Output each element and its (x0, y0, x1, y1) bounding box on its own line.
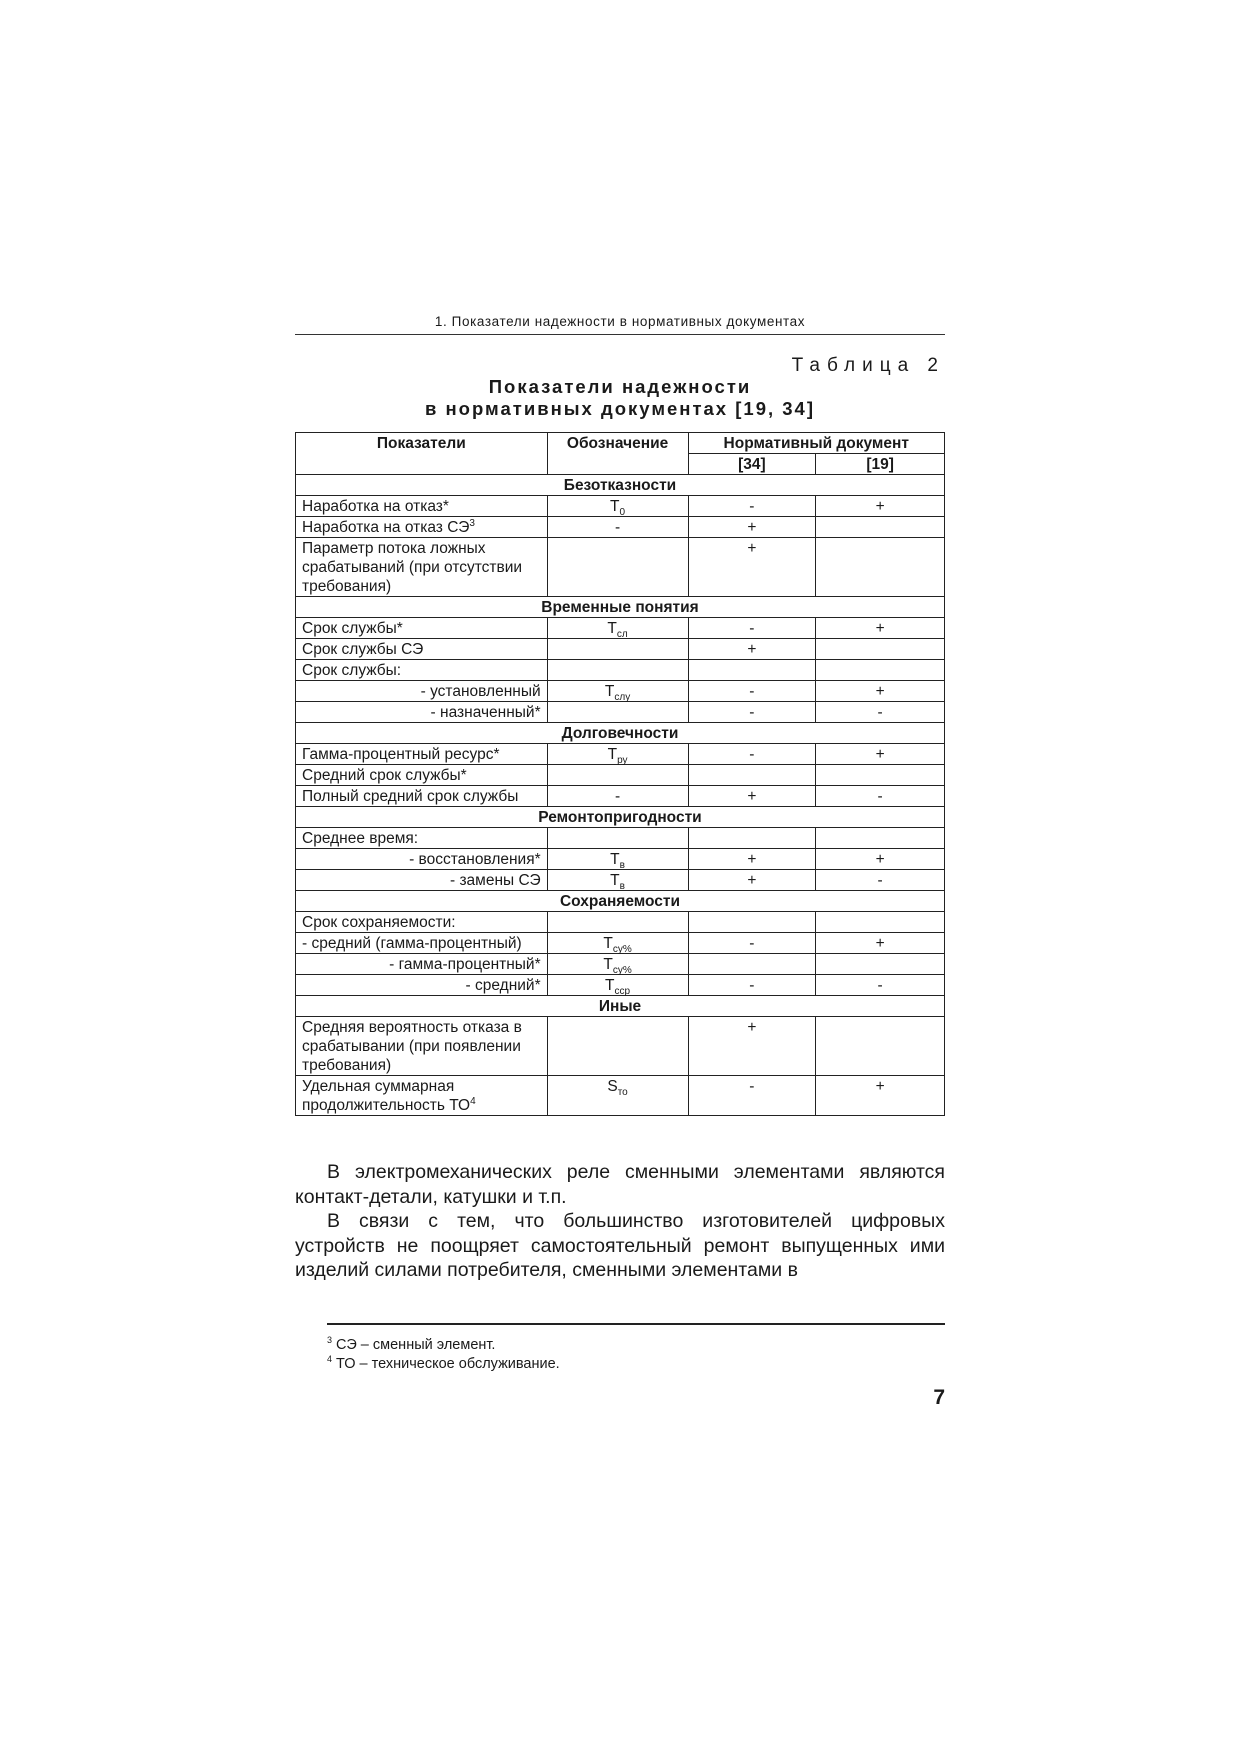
cell-34: - (688, 744, 816, 765)
cell-19: + (816, 618, 945, 639)
table-row (296, 975, 945, 996)
footnote-3: $^3$ СЭ – сменный элемент. (327, 1335, 496, 1353)
cell-19: - (816, 975, 945, 996)
row-name: Полный средний срок службы (296, 786, 548, 807)
table-row (296, 933, 945, 954)
row-name: - восстановления* (296, 849, 548, 870)
table-row (296, 1017, 945, 1076)
cell-34: - (688, 618, 816, 639)
section-header: Долговечности (296, 723, 945, 744)
row-symbol: $Т_{су\%}$ (547, 933, 688, 954)
page-number: 7 (933, 1386, 945, 1409)
cell-34: - (688, 496, 816, 517)
cell-19: + (816, 1076, 945, 1116)
cell-19 (816, 538, 945, 597)
cell-34 (688, 765, 816, 786)
cell-19: + (816, 933, 945, 954)
row-symbol (547, 912, 688, 933)
row-name: Среднее время: (296, 828, 548, 849)
row-symbol (547, 765, 688, 786)
body-text (295, 1160, 945, 1283)
cell-34: - (688, 1076, 816, 1116)
row-name: - назначенный* (296, 702, 548, 723)
cell-19: + (816, 744, 945, 765)
row-name: Средний срок службы* (296, 765, 548, 786)
footnote-ref: 3 (469, 517, 475, 529)
row-name: Средняя вероятность отказа в срабатывании (при появлении требования) (296, 1017, 548, 1076)
table-row (296, 660, 945, 681)
cell-19 (816, 639, 945, 660)
cell-19 (816, 828, 945, 849)
section-header: Иные (296, 996, 945, 1017)
row-symbol (547, 538, 688, 597)
header-indicators: Показатели (296, 433, 548, 475)
cell-34: + (688, 786, 816, 807)
table-row (296, 870, 945, 891)
cell-19: + (816, 496, 945, 517)
table-title (295, 376, 945, 420)
table-row (296, 681, 945, 702)
table-row (296, 828, 945, 849)
cell-34: + (688, 870, 816, 891)
row-name: Срок службы: (296, 660, 548, 681)
row-name: Гамма-процентный ресурс* (296, 744, 548, 765)
table-row (296, 702, 945, 723)
table-row (296, 639, 945, 660)
row-name: Срок службы* (296, 618, 548, 639)
row-symbol: $Т_{сср}$ (547, 975, 688, 996)
cell-19 (816, 660, 945, 681)
row-symbol: $Т_0$ (547, 496, 688, 517)
row-name: - замены СЭ (296, 870, 548, 891)
cell-19 (816, 517, 945, 538)
row-name: Наработка на отказ* (296, 496, 548, 517)
table-title-line-2: в нормативных документах [19, 34] (424, 398, 815, 419)
cell-34: + (688, 517, 816, 538)
cell-34 (688, 912, 816, 933)
row-name: - установленный (296, 681, 548, 702)
row-name: - гамма-процентный* (296, 954, 548, 975)
row-symbol: $Т_{су\%}$ (547, 954, 688, 975)
cell-34: + (688, 1017, 816, 1076)
table-row (296, 849, 945, 870)
cell-19 (816, 912, 945, 933)
section-header: Сохраняемости (296, 891, 945, 912)
row-name: - средний* (296, 975, 548, 996)
cell-19: - (816, 786, 945, 807)
cell-34: - (688, 681, 816, 702)
footnotes (327, 1336, 945, 1374)
table-row (296, 496, 945, 517)
header-normdoc: Нормативный документ (688, 433, 944, 454)
table-row (296, 765, 945, 786)
section-header: Безотказности (296, 475, 945, 496)
table-label: Таблица 2 (791, 355, 945, 376)
cell-34: + (688, 849, 816, 870)
footnote-ref: 4 (470, 1095, 476, 1107)
cell-34 (688, 660, 816, 681)
row-name: Наработка на отказ $СЭ^3$ (296, 517, 548, 538)
table-row (296, 744, 945, 765)
row-symbol (547, 639, 688, 660)
paragraph-1: В электромеханических реле сменными элементами являются контакт-детали, катушки и т.п. (295, 1161, 945, 1208)
row-symbol (547, 828, 688, 849)
paragraph-2: В связи с тем, что большинство изготовителей цифровых устройств не поощряет самостоятельный ремонт выпущенных ими изделий силами потребителя, сменными элементами в (295, 1210, 945, 1281)
cell-34 (688, 828, 816, 849)
section-header: Временные понятия (296, 597, 945, 618)
row-symbol: $Т_{слу}$ (547, 681, 688, 702)
row-name: Срок сохраняемости: (296, 912, 548, 933)
table-row (296, 1076, 945, 1116)
cell-19: + (816, 849, 945, 870)
row-symbol: $Т_в$ (547, 870, 688, 891)
cell-19: - (816, 870, 945, 891)
row-symbol: $Т_{сл}$ (547, 618, 688, 639)
cell-34 (688, 954, 816, 975)
section-header: Ремонтопригодности (296, 807, 945, 828)
header-ref-19: [19] (816, 454, 945, 475)
row-symbol (547, 660, 688, 681)
table-row (296, 517, 945, 538)
table-row (296, 618, 945, 639)
row-name: Удельная суммарная продолжительность $ТО^4$ (296, 1076, 548, 1116)
table-row (296, 912, 945, 933)
cell-34: - (688, 933, 816, 954)
row-symbol (547, 1017, 688, 1076)
cell-19 (816, 1017, 945, 1076)
footnote-4: $^4$ ТО – техническое обслуживание. (327, 1354, 560, 1372)
cell-19 (816, 765, 945, 786)
row-symbol: $Т_{ру}$ (547, 744, 688, 765)
header-ref-34: [34] (688, 454, 816, 475)
table-row (296, 954, 945, 975)
row-symbol: $S_{то}$ (547, 1076, 688, 1116)
table-title-line-1: Показатели надежности (488, 376, 752, 397)
table-row (296, 538, 945, 597)
cell-34: - (688, 702, 816, 723)
cell-34: + (688, 538, 816, 597)
row-symbol: - (547, 786, 688, 807)
row-name: Срок службы СЭ (296, 639, 548, 660)
row-symbol: - (547, 517, 688, 538)
cell-34: - (688, 975, 816, 996)
cell-19 (816, 954, 945, 975)
row-symbol (547, 702, 688, 723)
cell-34: + (688, 639, 816, 660)
reliability-table (295, 432, 945, 1116)
cell-19: - (816, 702, 945, 723)
table-row (296, 786, 945, 807)
footnote-divider (327, 1323, 945, 1325)
row-name: Параметр потока ложных срабатываний (при отсутствии требования) (296, 538, 548, 597)
cell-19: + (816, 681, 945, 702)
row-name: - средний (гамма-процентный) (296, 933, 548, 954)
row-symbol: $Т_в$ (547, 849, 688, 870)
header-designation: Обозначение (547, 433, 688, 475)
running-header: 1. Показатели надежности в нормативных документах (295, 314, 945, 335)
